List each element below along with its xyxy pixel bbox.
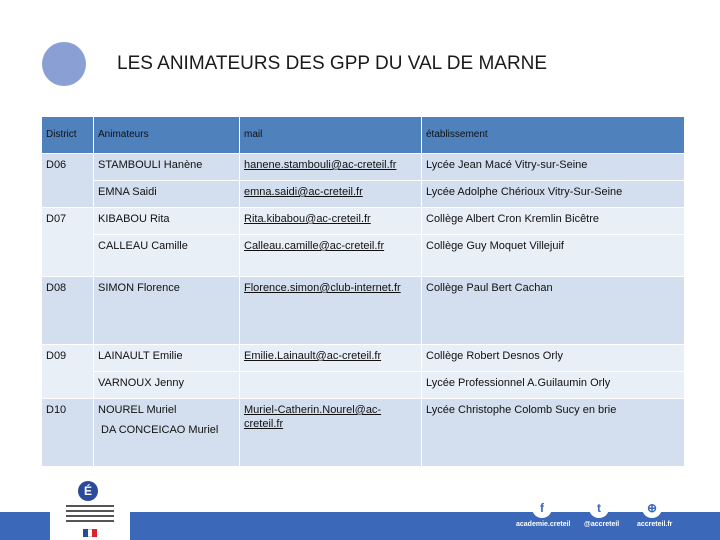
table-row (42, 372, 685, 399)
header-animateurs: Animateurs (94, 117, 240, 154)
etablissement-cell: Collège Paul Bert Cachan (422, 277, 685, 345)
etablissement-cell: Collège Robert Desnos Orly (422, 345, 685, 372)
page-title: LES ANIMATEURS DES GPP DU VAL DE MARNE (117, 53, 548, 74)
mail-link[interactable]: Muriel-Catherin.Nourel@ac-creteil.fr (240, 399, 422, 467)
animateur-name: DA CONCEICAO Muriel (101, 424, 219, 436)
web-icon[interactable]: ⊕ (642, 498, 662, 518)
district-cell: D08 (42, 277, 94, 345)
table-row (42, 235, 685, 277)
district-cell: D07 (42, 208, 94, 277)
animateur-cell: SIMON Florence (94, 277, 240, 345)
mail-link[interactable]: hanene.stambouli@ac-creteil.fr (240, 154, 422, 181)
etablissement-cell: Collège Albert Cron Kremlin Bicêtre (422, 208, 685, 235)
academy-emblem-icon: É (78, 481, 98, 501)
etablissement-cell: Lycée Adolphe Chérioux Vitry-Sur-Seine (422, 181, 685, 208)
facebook-icon[interactable]: f (532, 498, 552, 518)
header-etablissement: établissement (422, 117, 685, 154)
web-label[interactable]: accreteil.fr (637, 521, 673, 528)
decorative-circle (42, 42, 86, 86)
logo-text-lines (66, 505, 114, 525)
district-cell: D10 (42, 399, 94, 467)
mail-cell-empty (240, 372, 422, 399)
mail-link[interactable]: emna.saidi@ac-creteil.fr (240, 181, 422, 208)
table-row (42, 345, 685, 372)
district-cell: D06 (42, 154, 94, 208)
animateurs-table (41, 116, 685, 467)
animateur-cell: VARNOUX Jenny (94, 372, 240, 399)
etablissement-cell: Collège Guy Moquet Villejuif (422, 235, 685, 277)
table-row (42, 154, 685, 181)
table-row (42, 399, 685, 467)
facebook-label[interactable]: academie.creteil (516, 521, 571, 528)
animateur-cell: CALLEAU Camille (94, 235, 240, 277)
table-row (42, 277, 685, 345)
twitter-icon[interactable]: t (589, 498, 609, 518)
district-cell: D09 (42, 345, 94, 399)
etablissement-cell: Lycée Jean Macé Vitry-sur-Seine (422, 154, 685, 181)
header-mail: mail (240, 117, 422, 154)
academy-logo (50, 477, 130, 540)
mail-link[interactable]: Rita.kibabou@ac-creteil.fr (240, 208, 422, 235)
animateur-cell: KIBABOU Rita (94, 208, 240, 235)
etablissement-cell: Lycée Christophe Colomb Sucy en brie (422, 399, 685, 467)
etablissement-cell: Lycée Professionnel A.Guilaumin Orly (422, 372, 685, 399)
header-district: District (42, 117, 94, 154)
mail-link[interactable]: Florence.simon@club-internet.fr (240, 277, 422, 345)
twitter-label[interactable]: @accreteil (584, 521, 620, 528)
mail-link[interactable]: Calleau.camille@ac-creteil.fr (240, 235, 422, 277)
french-flag-icon (83, 529, 97, 537)
mail-link[interactable]: Emilie.Lainault@ac-creteil.fr (240, 345, 422, 372)
animateur-name: NOUREL Muriel (98, 404, 177, 416)
animateur-cell (94, 399, 240, 467)
table-row (42, 208, 685, 235)
table-header-row (42, 117, 685, 154)
animateur-cell: EMNA Saidi (94, 181, 240, 208)
table-row (42, 181, 685, 208)
animateur-cell: STAMBOULI Hanène (94, 154, 240, 181)
animateur-cell: LAINAULT Emilie (94, 345, 240, 372)
